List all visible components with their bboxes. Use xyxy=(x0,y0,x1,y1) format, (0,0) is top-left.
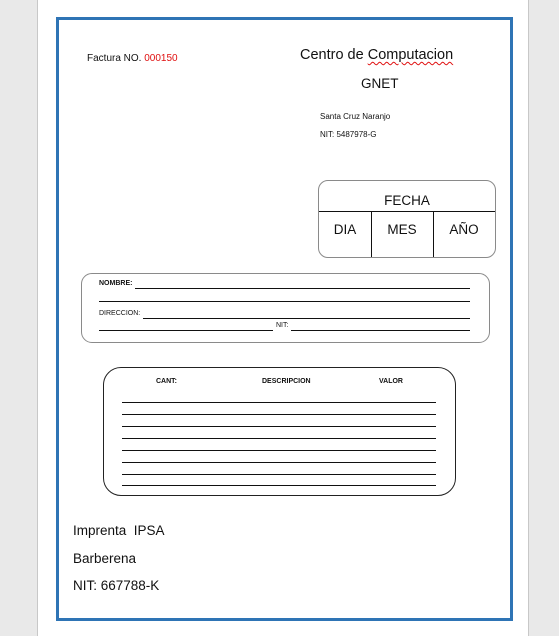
invoice-number-line xyxy=(87,53,178,64)
customer-box xyxy=(81,273,490,343)
invoice-number-label: Factura NO. xyxy=(87,53,142,64)
company-name xyxy=(300,47,453,63)
printer-name: Imprenta IPSA xyxy=(73,523,165,538)
date-year-label: AÑO xyxy=(449,222,479,237)
date-month-label: MES xyxy=(387,222,417,237)
item-line xyxy=(122,438,436,439)
name-line xyxy=(135,288,470,289)
column-description: DESCRIPCION xyxy=(262,378,311,385)
item-line xyxy=(122,474,436,475)
name-label: NOMBRE: xyxy=(99,280,133,287)
date-title: FECHA xyxy=(384,193,430,208)
date-divider xyxy=(319,211,495,212)
column-qty: CANT: xyxy=(156,378,177,385)
printer-nit: NIT: 667788-K xyxy=(73,578,160,593)
printer-city: Barberena xyxy=(73,551,137,566)
name-line-2 xyxy=(99,301,470,302)
date-box xyxy=(318,180,496,258)
company-nit: NIT: 5487978-G xyxy=(320,130,377,139)
invoice-number: 000150 xyxy=(144,53,178,64)
company-name-misspelled: Computacion xyxy=(367,47,454,63)
company-address: Santa Cruz Naranjo xyxy=(320,112,391,121)
nit-label: NIT: xyxy=(276,322,289,329)
column-value: VALOR xyxy=(379,378,403,385)
item-line xyxy=(122,462,436,463)
address-line xyxy=(143,318,470,319)
company-brand: GNET xyxy=(361,76,399,91)
item-line xyxy=(122,414,436,415)
item-line xyxy=(122,402,436,403)
item-line xyxy=(122,485,436,486)
nit-line xyxy=(291,330,470,331)
company-name-prefix: Centro de xyxy=(300,47,368,63)
item-line xyxy=(122,426,436,427)
items-box xyxy=(103,367,456,496)
date-day-label: DIA xyxy=(333,222,357,237)
address-line-2 xyxy=(99,330,273,331)
address-label: DIRECCION: xyxy=(99,310,141,317)
item-line xyxy=(122,450,436,451)
